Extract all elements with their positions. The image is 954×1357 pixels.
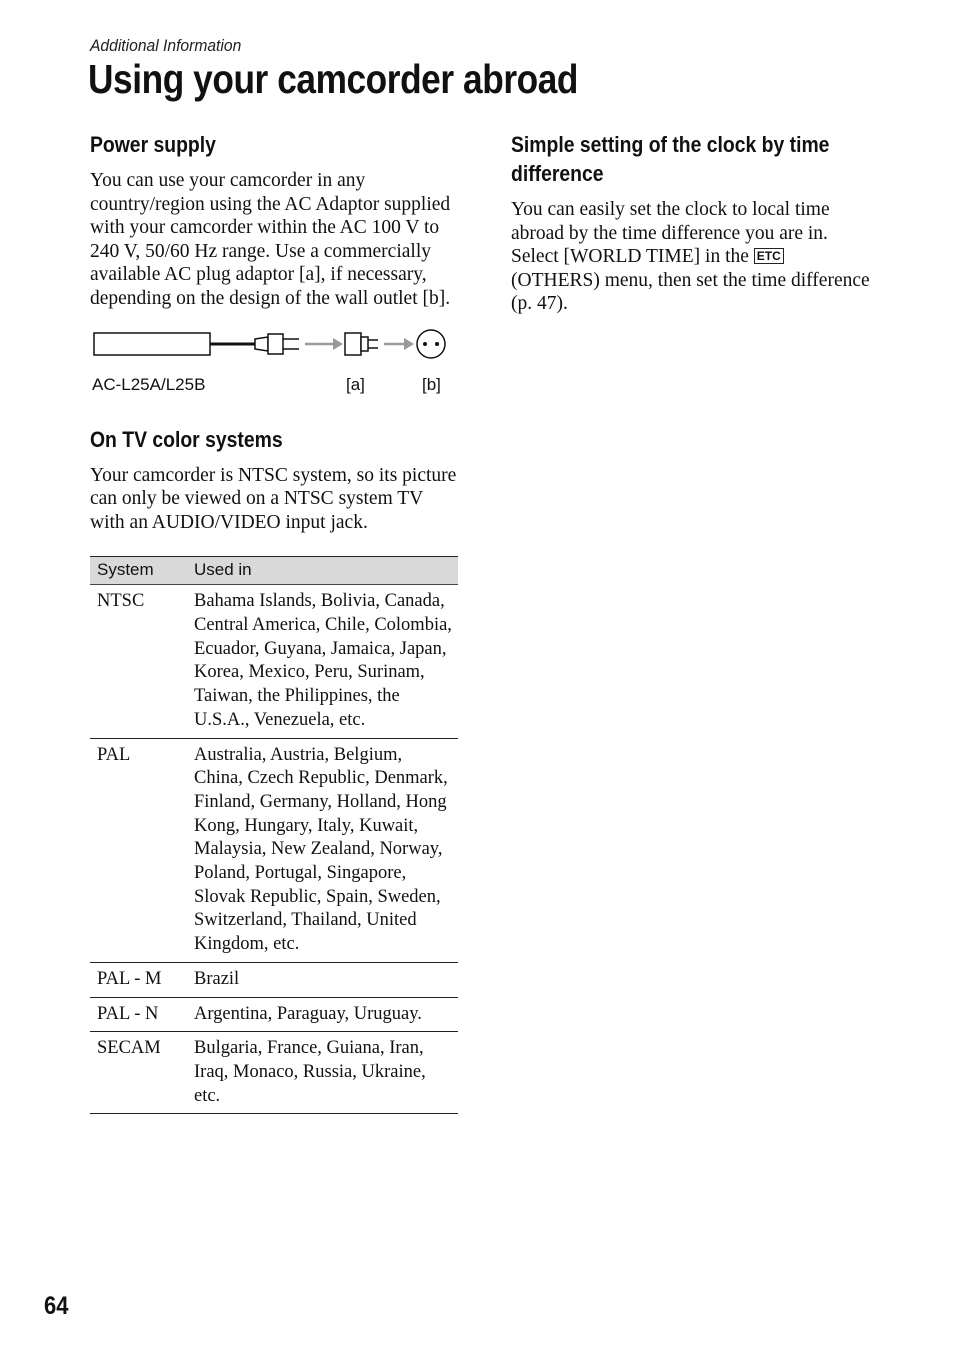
clock-text-before-icon: You can easily set the clock to local time abroad by the time difference you are in. Select [WORLD TIME] in the bbox=[511, 199, 830, 268]
tv-systems-heading: On TV color systems bbox=[90, 426, 283, 452]
page-title: Using your camcorder abroad bbox=[88, 56, 579, 102]
column-header-system: System bbox=[90, 557, 187, 585]
wall-outlet-label: [b] bbox=[422, 374, 441, 394]
used-in-cell: Australia, Austria, Belgium, China, Czech Republic, Denmark, Finland, Germany, Holland, Hong Kong, Hungary, Italy, Kuwait, Malaysia, New Zealand, Norway, Poland, Portugal, Singapore, Slovak Republic, Spain, Sweden, Switzerland, Thailand, United Kingdom, etc. bbox=[187, 738, 458, 962]
column-header-used-in: Used in bbox=[187, 557, 458, 585]
plug-adaptor-diagram bbox=[90, 325, 458, 403]
page-number: 64 bbox=[44, 1292, 69, 1320]
adaptor-model-label: AC-L25A/L25B bbox=[92, 374, 206, 394]
system-cell: PAL - N bbox=[90, 997, 187, 1032]
used-in-cell: Bulgaria, France, Guiana, Iran, Iraq, Monaco, Russia, Ukraine, etc. bbox=[187, 1032, 458, 1114]
system-cell: PAL bbox=[90, 738, 187, 962]
clock-heading: Simple setting of the clock by time difference bbox=[511, 132, 830, 186]
system-cell: SECAM bbox=[90, 1032, 187, 1114]
right-column bbox=[511, 130, 871, 316]
tv-systems-text: Your camcorder is NTSC system, so its picture can only be viewed on a NTSC system TV with an AUDIO/VIDEO input jack. bbox=[90, 464, 457, 533]
table-header-row bbox=[90, 557, 458, 585]
tv-systems-table bbox=[90, 556, 458, 1114]
used-in-cell: Bahama Islands, Bolivia, Canada, Central America, Chile, Colombia, Ecuador, Guyana, Jamaica, Japan, Korea, Mexico, Peru, Surinam, Taiwan, the Philippines, the U.S.A., Venezuela, etc. bbox=[187, 585, 458, 738]
table-row bbox=[90, 738, 458, 962]
left-column bbox=[90, 130, 458, 1114]
used-in-cell: Brazil bbox=[187, 962, 458, 997]
plug-illustration bbox=[90, 325, 458, 375]
plug-adaptor-label: [a] bbox=[346, 374, 365, 394]
table-row bbox=[90, 1032, 458, 1114]
table-row bbox=[90, 585, 458, 738]
table-row bbox=[90, 962, 458, 997]
system-cell: PAL - M bbox=[90, 962, 187, 997]
clock-text bbox=[511, 198, 871, 316]
system-cell: NTSC bbox=[90, 585, 187, 738]
others-menu-icon: ETC bbox=[754, 248, 784, 264]
used-in-cell: Argentina, Paraguay, Uruguay. bbox=[187, 997, 458, 1032]
section-label: Additional Information bbox=[90, 36, 242, 55]
power-supply-heading: Power supply bbox=[90, 132, 216, 157]
power-supply-text: You can use your camcorder in any country/region using the AC Adaptor supplied with your camcorder within the AC 100 V to 240 V, 50/60 Hz range. Use a commercially available AC plug adaptor [a], if necessary, depending on the design of the wall outlet [b]. bbox=[90, 170, 451, 309]
clock-text-after-icon: (OTHERS) menu, then set the time difference (p. 47). bbox=[511, 269, 870, 315]
table-row bbox=[90, 997, 458, 1032]
